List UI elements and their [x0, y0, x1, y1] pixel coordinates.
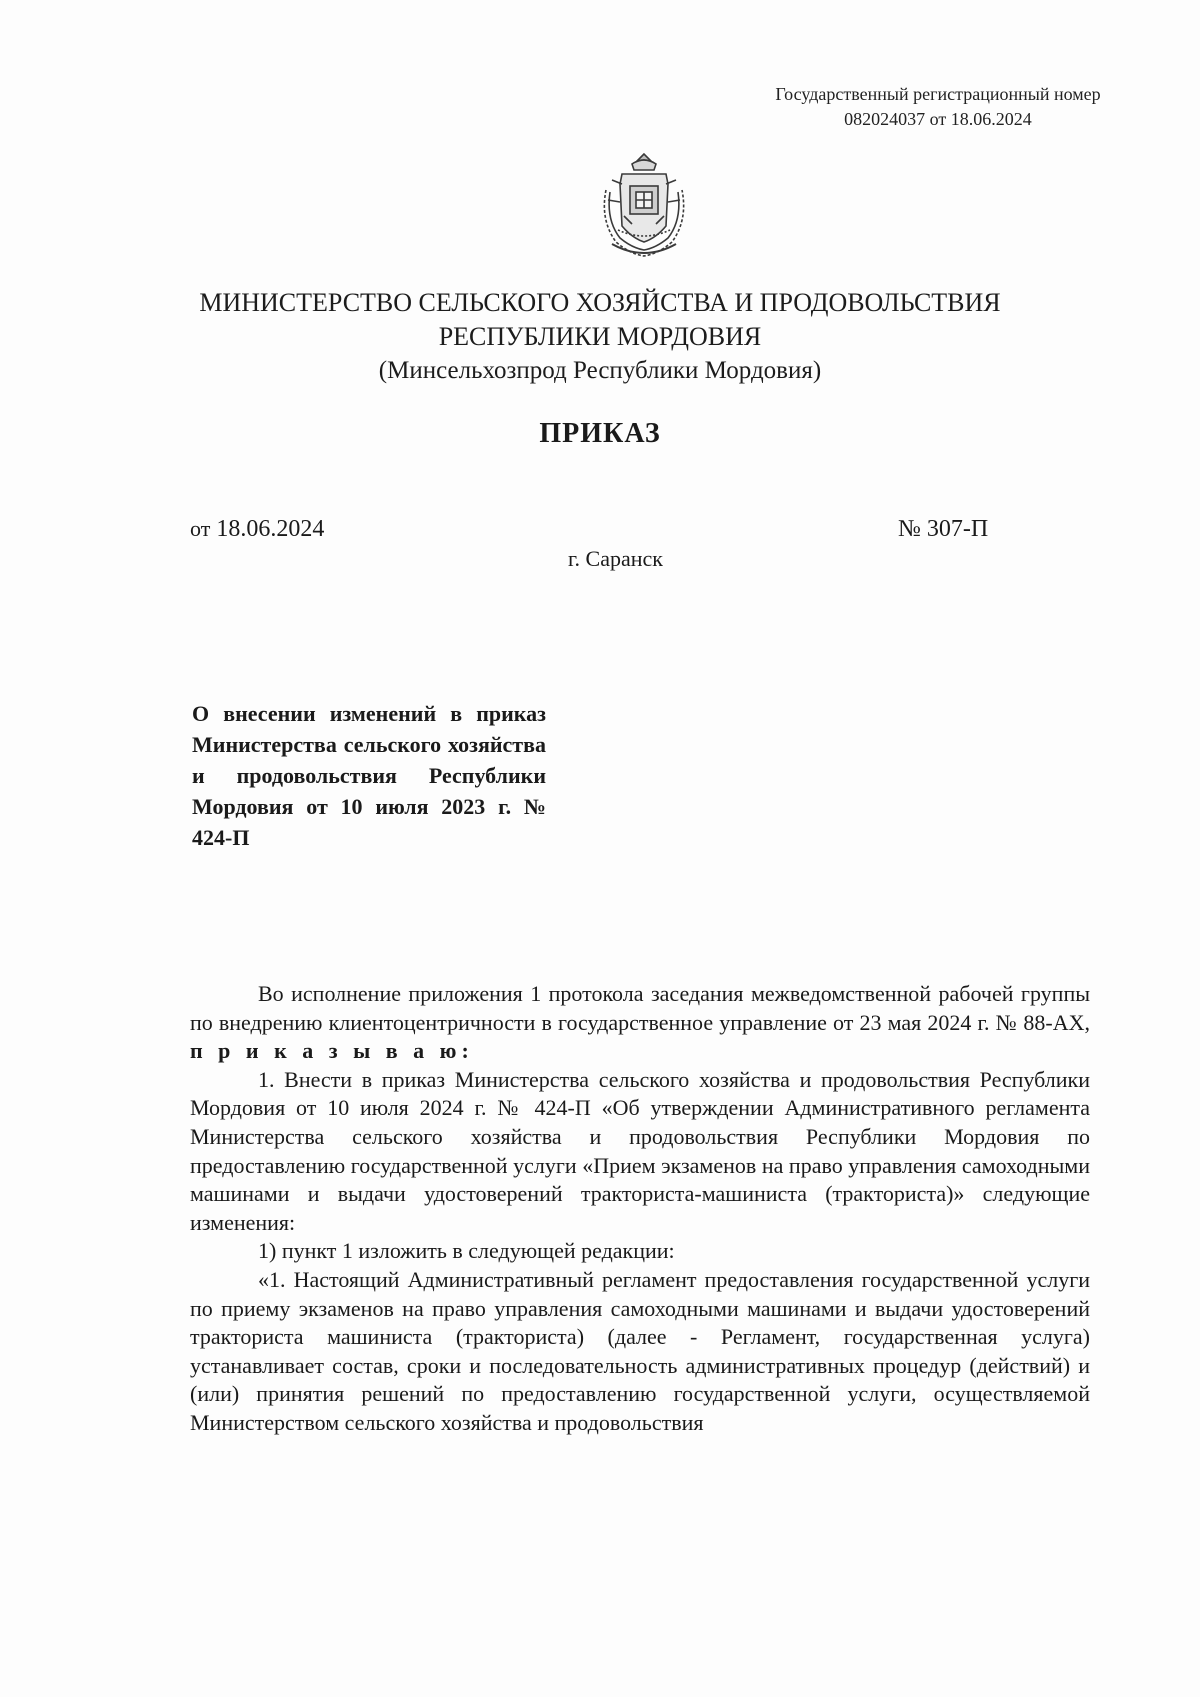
document-type-title: ПРИКАЗ — [539, 418, 661, 449]
order-subject: О внесении изменений в приказ Министерства сельского хозяйства и продовольствия Республики Мордовия от 10 июля 2023 г. № 424-П — [192, 701, 546, 850]
paragraph-1: 1. Внести в приказ Министерства сельского хозяйства и продовольствия Республики Мордовия от 10 июля 2024 г. № 424-П «Об утверждении Административного регламента Министерства сельского хозяйства и продовольствия Республики Мордовия по предоставлению государственной услуги «Прием экзаменов на право управления самоходными машинами и выдачи удостоверений тракториста-машиниста (тракториста)» следующие изменения: — [190, 1066, 1090, 1235]
order-number: № 307-П — [898, 516, 989, 542]
registration-label: Государственный регистрационный номер — [775, 84, 1101, 104]
date-value: 18.06.2024 — [216, 516, 325, 542]
registration-number-block — [728, 82, 1148, 132]
ministry-name-line1: МИНИСТЕРСТВО СЕЛЬСКОГО ХОЗЯЙСТВА И ПРОДОВОЛЬСТВИЯ — [199, 288, 1001, 317]
date-prefix: от — [190, 516, 211, 541]
ministry-name-line2: РЕСПУБЛИКИ МОРДОВИЯ — [438, 322, 762, 351]
city: г. Саранск — [568, 546, 663, 571]
intro-command: п р и к а з ы в а ю: — [190, 1038, 474, 1064]
intro-paragraph — [190, 980, 1090, 1066]
order-body — [190, 980, 1090, 1438]
paragraph-3: «1. Настоящий Административный регламент предоставления государственной услуги по приему экзаменов на право управления самоходными машинами и выдачи удостоверений тракториста машиниста (тракториста) (далее - Регламент, государственная услуга) устанавливает состав, сроки и последовательность административных процедур (действий) и (или) принятия решений по предоставлению государственной услуги, осуществляемой Министерством сельского хозяйства и продовольствия — [190, 1266, 1090, 1435]
registration-number: 082024037 от 18.06.2024 — [844, 109, 1032, 129]
ministry-header — [150, 286, 1050, 388]
intro-text: Во исполнение приложения 1 протокола заседания межведомственной рабочей группы по внедрению клиентоцентричности в государственное управление от 23 мая 2024 г. № 88-АХ, — [190, 981, 1090, 1035]
coat-of-arms-mordovia-icon — [592, 150, 696, 262]
paragraph-2: 1) пункт 1 изложить в следующей редакции: — [258, 1238, 675, 1264]
order-date — [190, 516, 324, 543]
ministry-short-name: (Минсельхозпрод Республики Мордовия) — [378, 357, 822, 384]
